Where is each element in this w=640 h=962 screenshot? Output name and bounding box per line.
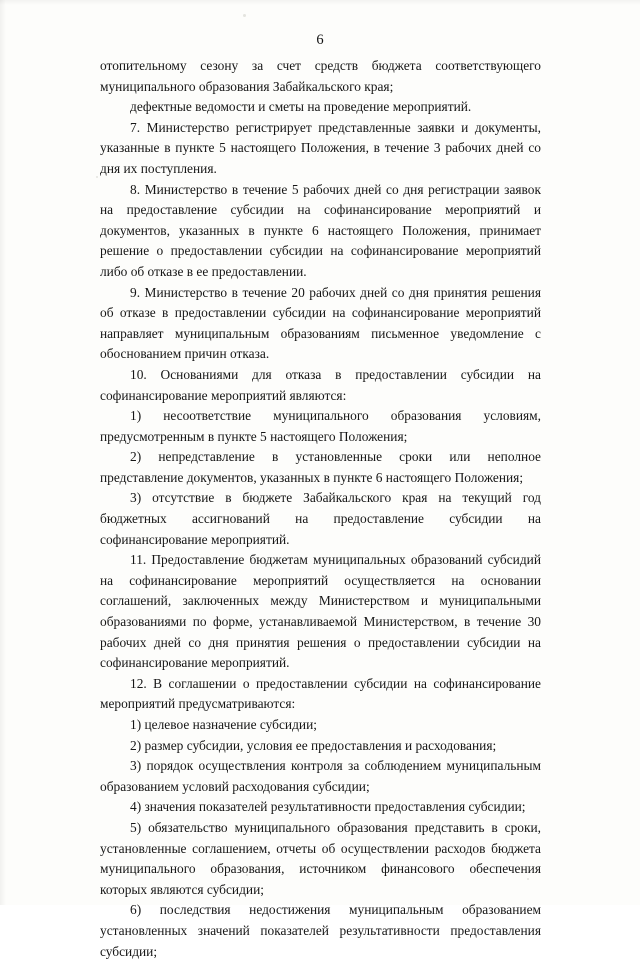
page-edge-shadow-left <box>0 0 6 905</box>
page-number: 6 <box>316 32 324 48</box>
paragraph-item-12-1: 1) целевое назначение субсидии; <box>130 717 317 732</box>
paragraph-item-10: 10. Основаниями для отказа в предоставлении субсидии на софинансирование мероприятий являются: <box>100 366 541 403</box>
paragraph-item-12-5: 5) обязательство муниципального образования представить в сроки, установленные соглашением, отчеты об осуществлении расходов бюджета муниципального образования, источником финансового обеспечения которых являются субсидии; <box>100 819 541 897</box>
paragraph-defect-statements: дефектные ведомости и сметы на проведение мероприятий. <box>130 99 472 115</box>
paragraph-item-12: 12. В соглашении о предоставлении субсидии на софинансирование мероприятий предусматриваются: <box>100 675 541 712</box>
paragraph-item-9: 9. Министерство в течение 20 рабочих дней со дня принятия решения об отказе в предоставлении субсидии на софинансирование мероприятий направляет муниципальным образованиям письменное уведомление с обоснованием причин отказа. <box>100 284 541 362</box>
paragraph-item-12-4: 4) значения показателей результативности предоставления субсидии; <box>130 799 526 815</box>
scan-artifact <box>96 176 98 178</box>
paragraph-item-11: 11. Предоставление бюджетам муниципальных образований субсидий на софинансирование мероприятий осуществляется на основании соглашений, заключенных между Министерством и муниципальными образованиями по форме, устанавливаемой Министерством, в течение 30 рабочих дней со дня принятия решения о предоставлении субсидии на софинансирование мероприятий. <box>100 552 541 671</box>
document-body <box>100 56 541 962</box>
paragraph-item-10-2: 2) непредставление в установленные сроки или неполное представление документов, указанных в пункте 6 настоящего Положения; <box>100 449 541 485</box>
paragraph-item-10-3: 3) отсутствие в бюджете Забайкальского края на текущий год бюджетных ассигнований на предоставление субсидии на софинансирование мероприятий. <box>100 490 541 547</box>
paragraph-item-12-2: 2) размер субсидии, условия ее предоставления и расходования; <box>130 737 497 753</box>
paragraph-item-7: 7. Министерство регистрирует представленные заявки и документы, указанные в пункте 5 настоящего Положения, в течение 3 рабочих дней со дня их поступления. <box>100 119 541 176</box>
paragraph-item-12-3: 3) порядок осуществления контроля за соблюдением муниципальным образованием условий расходования субсидии; <box>100 758 541 794</box>
page-edge-shadow-top <box>0 0 640 5</box>
scan-artifact <box>243 14 246 17</box>
paragraph-item-8: 8. Министерство в течение 5 рабочих дней со дня регистрации заявок на предоставление субсидии на софинансирование мероприятий и документов, указанных в пункте 6 настоящего Положения, принимает решение о предоставлении субсидии на софинансирование мероприятий либо об отказе в ее предоставлении. <box>100 181 541 279</box>
paragraph-continued: отопительному сезону за счет средств бюджета соответствующего муниципального образования Забайкальского края; <box>100 58 541 94</box>
paragraph-item-10-1: 1) несоответствие муниципального образования условиям, предусмотренным в пункте 5 настоящего Положения; <box>100 408 541 444</box>
paragraph-item-12-6: 6) последствия недостижения муниципальным образованием установленных значений показателей результативности предоставления субсидии; <box>100 902 541 959</box>
